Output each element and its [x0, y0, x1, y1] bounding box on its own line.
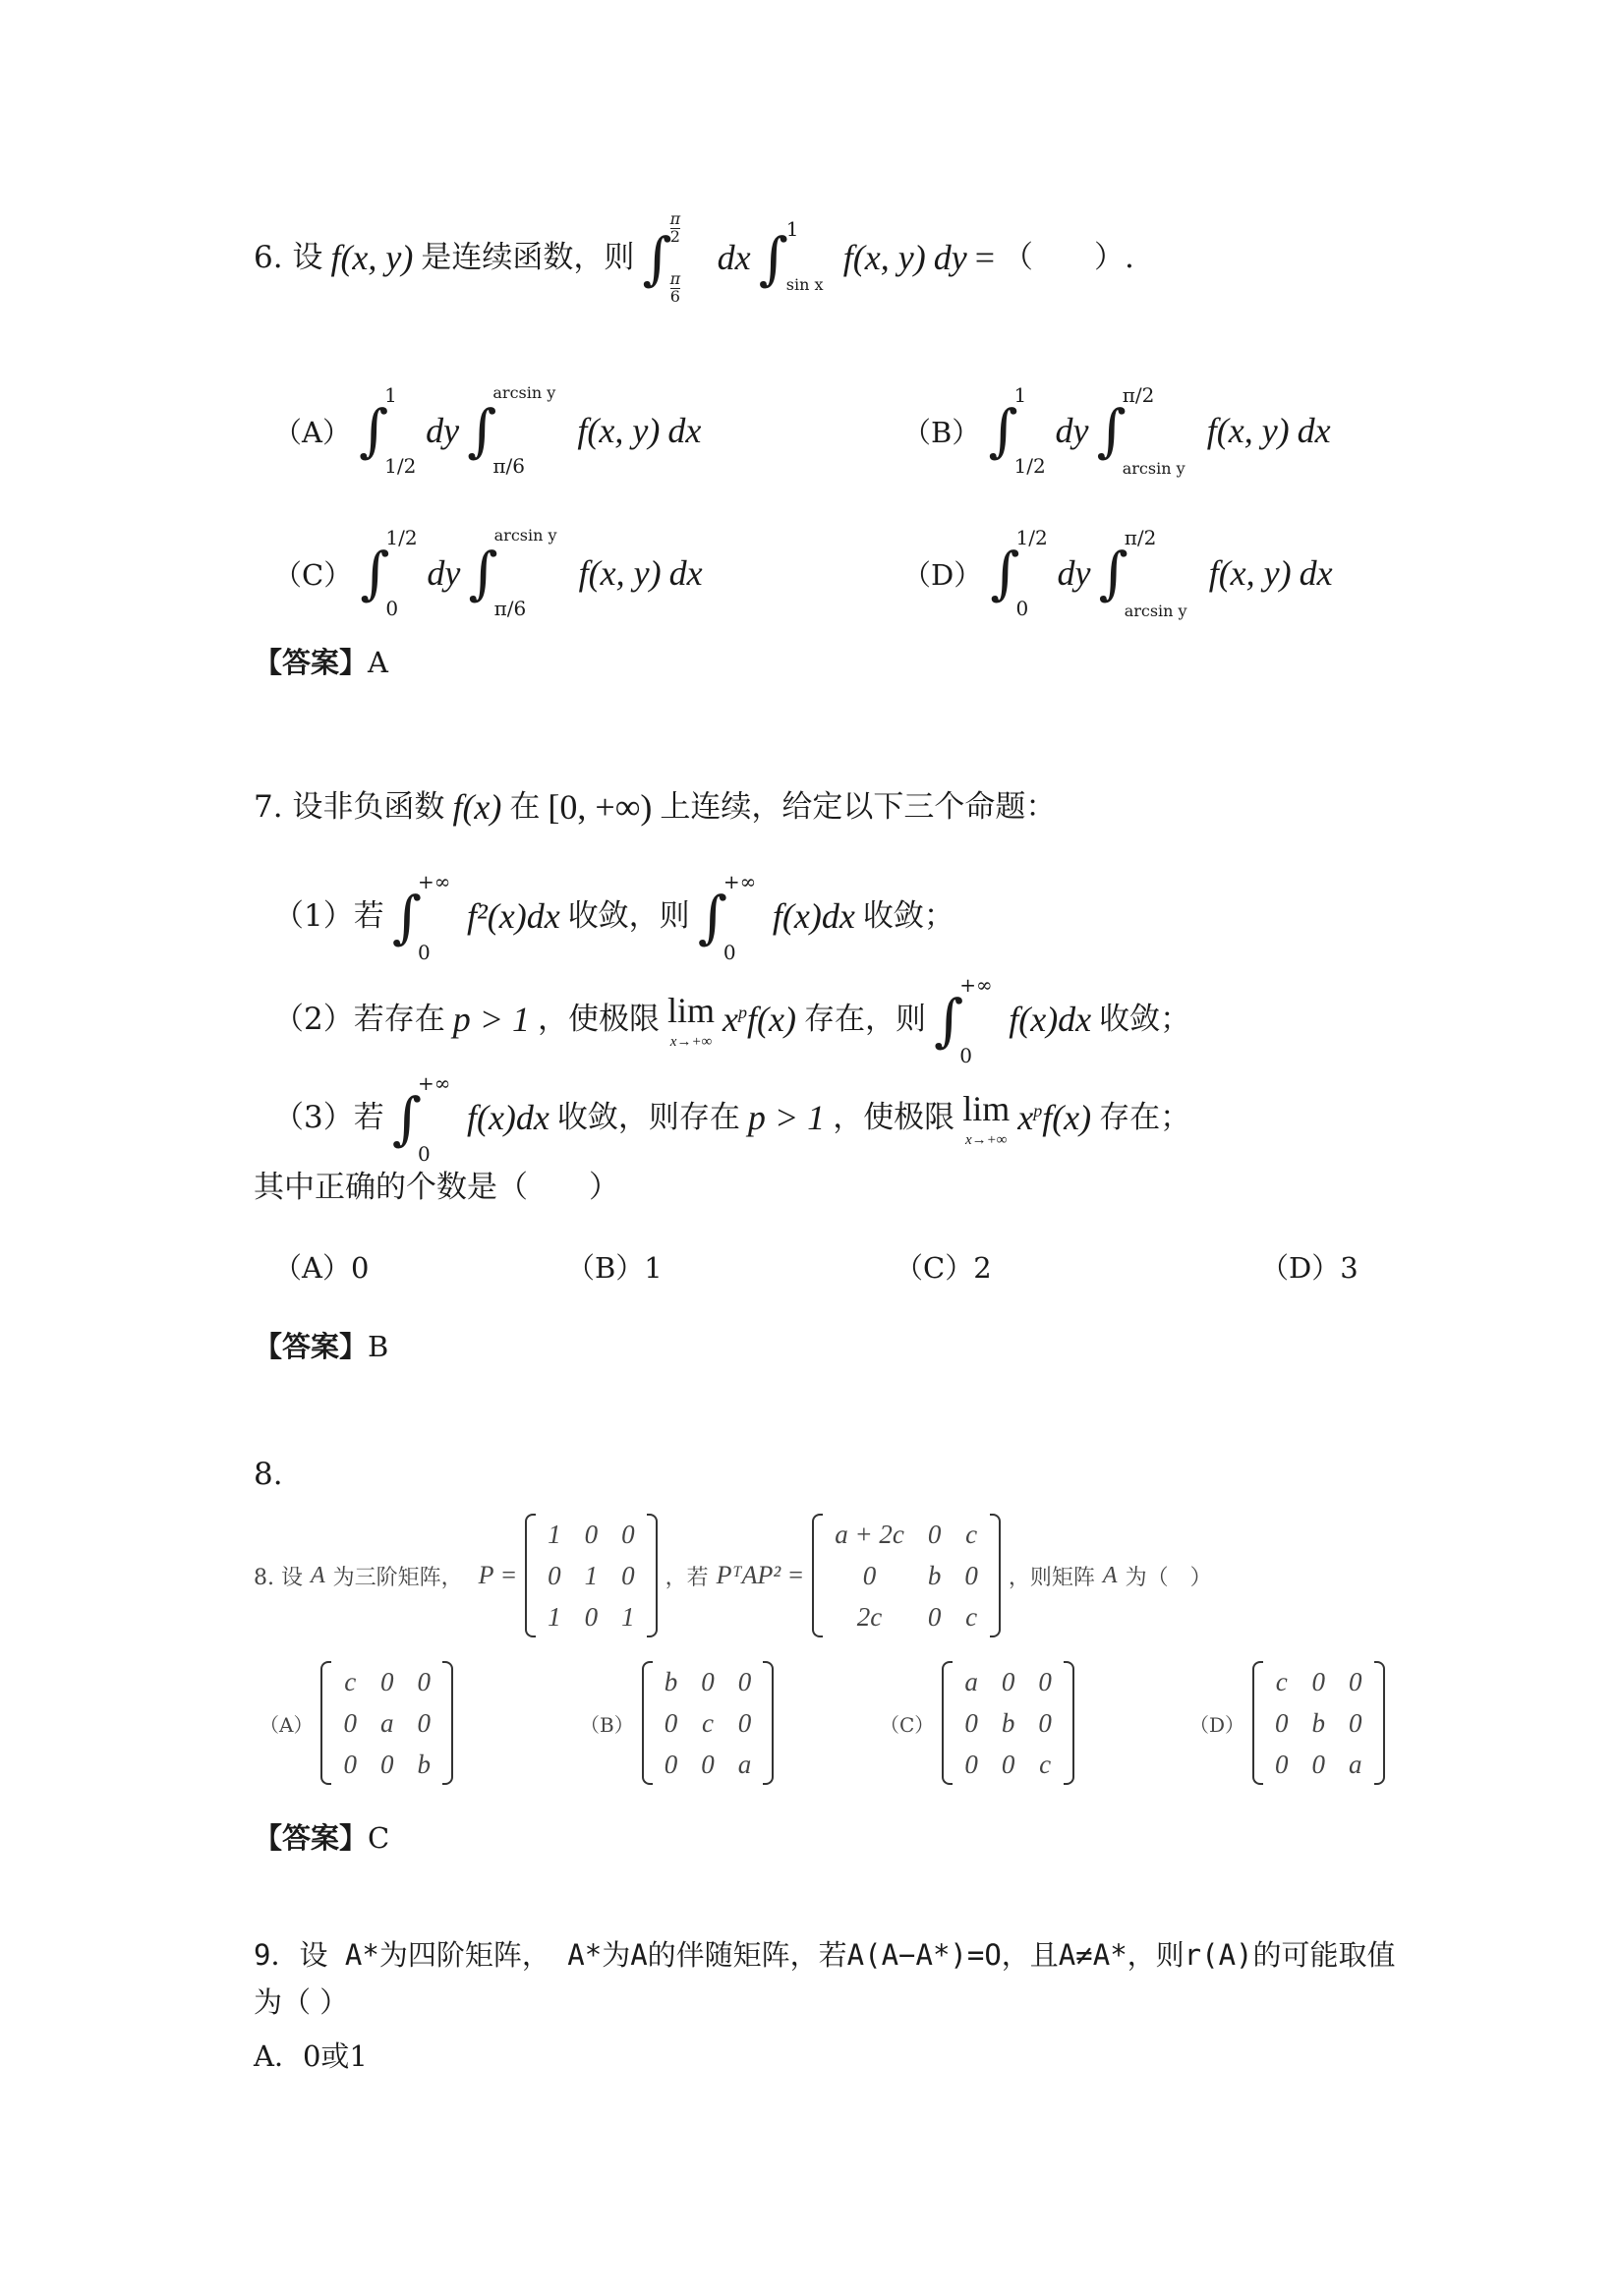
- q8-a-symbol-2: A: [1102, 1562, 1118, 1588]
- q7-item-3-mid: 收敛，则存在: [556, 1100, 740, 1136]
- q8-a-symbol: A: [310, 1562, 325, 1588]
- q7-choice-b: （B）1: [566, 1251, 663, 1285]
- matrix-cell: b: [1001, 1707, 1015, 1738]
- q6-option-b: [902, 383, 1331, 478]
- matrix-cell: 0: [1275, 1707, 1289, 1738]
- matrix-cell: 0: [621, 1519, 635, 1549]
- matrix-cell: 0: [1001, 1666, 1015, 1696]
- q6-option-c-label: （C）: [273, 557, 353, 592]
- q8-option-d-label: （D）: [1189, 1712, 1245, 1737]
- q8-option-a-matrix: [320, 1661, 453, 1785]
- q7-item-3-cond: p > 1: [747, 1098, 826, 1138]
- integral-icon: ∫: [1096, 397, 1127, 464]
- matrix-cell: c: [1039, 1749, 1052, 1779]
- matrix-bracket: [990, 1514, 1001, 1637]
- matrix-bracket: [320, 1661, 331, 1785]
- q7-answer-value: B: [368, 1330, 389, 1363]
- q8-p-label: P =: [478, 1561, 518, 1589]
- q6-option-a-outer-limits: [384, 383, 416, 478]
- q7-item-2-mid2: 存在，则: [804, 1002, 926, 1038]
- q8-option-c: [880, 1661, 1074, 1785]
- q6-option-c-dx: dx: [668, 553, 703, 593]
- q7-item-1-end: 收敛；: [862, 898, 954, 935]
- matrix-cell: c: [965, 1519, 978, 1549]
- q8-number: 8.: [254, 1457, 283, 1492]
- q6-option-a: [273, 383, 701, 478]
- matrix-cell: 0: [343, 1707, 357, 1738]
- matrix-cell: a + 2c: [835, 1519, 904, 1549]
- matrix-cell: 0: [862, 1560, 877, 1590]
- q8-stem-d: 为（ ）: [1125, 1565, 1212, 1590]
- q6-option-b-dx: dx: [1297, 411, 1331, 450]
- q6-blank: （ ）.: [1003, 240, 1134, 276]
- q6-option-d-inner-hi: π/2: [1124, 526, 1157, 549]
- matrix-cell: a: [1349, 1749, 1362, 1779]
- q6-inner-upper: 1: [785, 217, 799, 241]
- q7-stem-tail: 上连续，给定以下三个命题：: [660, 789, 1057, 825]
- matrix-cell: 0: [1275, 1749, 1289, 1779]
- q7-item-1-limits-b: +∞ 0: [723, 870, 757, 964]
- q7-choice-a: （A）0: [273, 1251, 370, 1285]
- matrix-cell: 0: [964, 1560, 978, 1590]
- q6-function: f(x, y): [330, 238, 414, 278]
- matrix-cell: 0: [417, 1666, 431, 1696]
- q7-item-2-label: （2）若存在: [273, 1002, 445, 1038]
- matrix-bracket: [942, 1661, 953, 1785]
- matrix-cell: 0: [1311, 1749, 1326, 1779]
- q7-item-1-limits-a: +∞ 0: [417, 870, 451, 964]
- matrix-cell: 0: [343, 1749, 357, 1779]
- q6-option-b-inner-limits: [1123, 383, 1197, 478]
- q6-integrand: f(x, y): [842, 238, 926, 278]
- q6-dx: dx: [717, 238, 751, 278]
- matrix-cell: 0: [964, 1749, 978, 1779]
- q8-option-a: [260, 1661, 453, 1785]
- q8-answer-value: C: [368, 1821, 390, 1855]
- integral-icon: ∫: [467, 397, 497, 464]
- matrix-cell: b: [1311, 1707, 1326, 1738]
- q8-option-c-matrix: [942, 1661, 1074, 1785]
- q7-item-3: [273, 1071, 1190, 1166]
- q6-option-c: [273, 526, 703, 620]
- matrix-bracket: [442, 1661, 453, 1785]
- q6-inner-integral: ∫: [758, 225, 788, 292]
- q6-outer-integral: ∫: [642, 225, 672, 292]
- q9-option-a: A．0或1: [254, 2039, 368, 2073]
- q6-option-a-inner-limits: [492, 383, 567, 478]
- q6-option-d-label: （D）: [902, 557, 983, 592]
- q6-outer-lower-den: 6: [669, 287, 680, 307]
- q6-inner-limits: [786, 211, 834, 306]
- matrix-cell: 0: [701, 1666, 715, 1696]
- q7-item-2-limits: +∞ 0: [959, 973, 993, 1067]
- q6-option-b-outer-hi: 1: [1013, 383, 1027, 407]
- q6-option-c-func: f(x, y): [578, 553, 662, 593]
- q8-answer-label: 【答案】: [254, 1821, 369, 1855]
- q6-option-a-func: f(x, y): [577, 411, 661, 450]
- q6-option-b-outer-lo: 1/2: [1013, 454, 1046, 478]
- matrix-cell: 0: [664, 1749, 678, 1779]
- q6-option-a-outer-lo: 1/2: [384, 454, 417, 478]
- q6-option-a-dx: dx: [667, 411, 702, 450]
- q6-outer-limits: [670, 211, 708, 306]
- q6-option-b-dy: dy: [1055, 411, 1089, 450]
- q8-option-b-matrix: [642, 1661, 775, 1785]
- matrix-cell: 1: [548, 1601, 561, 1632]
- integral-icon: ∫: [391, 1085, 422, 1152]
- q6-option-a-inner-lo: π/6: [492, 454, 525, 478]
- q6-option-d-inner-lo: arcsin y: [1124, 602, 1187, 620]
- q7-item-3-mid2: ，使极限: [833, 1100, 955, 1136]
- q6-option-b-inner-lo: arcsin y: [1122, 459, 1185, 478]
- matrix-cell: 0: [621, 1560, 635, 1590]
- q8-matrix-m: [812, 1514, 1001, 1637]
- q6-option-b-outer-limits: [1014, 383, 1046, 478]
- matrix-cell: 0: [379, 1666, 394, 1696]
- q6-option-c-outer-lo: 0: [385, 597, 399, 620]
- q6-option-d-dy: dy: [1057, 553, 1091, 593]
- q6-option-d-inner-limits: [1125, 526, 1199, 620]
- matrix-bracket: [642, 1661, 653, 1785]
- q8-stem-c: ，则矩阵: [1008, 1565, 1095, 1590]
- matrix-cell: a: [379, 1707, 394, 1738]
- matrix-cell: 0: [1349, 1707, 1362, 1738]
- q6-answer-value: A: [368, 646, 388, 679]
- matrix-bracket: [647, 1514, 658, 1637]
- matrix-cell: 0: [584, 1601, 599, 1632]
- q8-option-c-label: （C）: [880, 1712, 935, 1737]
- q7-item-3-limits: +∞ 0: [417, 1071, 451, 1166]
- q6-inner-lower: sin x: [785, 274, 824, 294]
- q7-item-2-end: 收敛；: [1099, 1002, 1191, 1038]
- q6-option-d: [902, 526, 1333, 620]
- q7-function: f(x): [452, 787, 502, 827]
- matrix-cell: 0: [737, 1707, 752, 1738]
- q7-item-2-mid: ，使极限: [538, 1002, 661, 1038]
- matrix-bracket: [1374, 1661, 1385, 1785]
- matrix-cell: 0: [1038, 1666, 1052, 1696]
- q6-option-b-inner-hi: π/2: [1122, 383, 1155, 407]
- q7-question: 其中正确的个数是（ ）: [254, 1170, 619, 1205]
- matrix-cell: b: [664, 1666, 678, 1696]
- q7-choice-d: （D）3: [1260, 1251, 1359, 1285]
- matrix-cell: 0: [548, 1560, 561, 1590]
- q7-item-1-mid: 收敛，则: [567, 898, 690, 935]
- q8-option-b-label: （B）: [580, 1712, 634, 1737]
- q8-stem-b: 为三阶矩阵，: [332, 1565, 463, 1590]
- q6-answer: [254, 641, 388, 681]
- q6-option-d-func: f(x, y): [1208, 553, 1292, 593]
- integral-icon: ∫: [1098, 540, 1128, 606]
- matrix-cell: 0: [1311, 1666, 1326, 1696]
- q6-stem: [254, 211, 1134, 306]
- integral-icon: ∫: [468, 540, 498, 606]
- q8-ptap: PᵀAP² =: [716, 1561, 805, 1589]
- q7-answer: [254, 1325, 388, 1365]
- q7-stem: [254, 786, 1056, 829]
- q8-matrix-p: [525, 1514, 658, 1637]
- integral-icon: ∫: [990, 540, 1020, 606]
- q6-option-c-inner-limits: [494, 526, 569, 620]
- q6-option-d-dx: dx: [1299, 553, 1333, 593]
- q7-answer-label: 【答案】: [254, 1330, 369, 1363]
- matrix-cell: a: [964, 1666, 978, 1696]
- q7-item-2-cond: p > 1: [452, 1000, 531, 1040]
- q7-choice-c: （C）2: [895, 1251, 992, 1285]
- q6-option-c-dy: dy: [427, 553, 461, 593]
- q6-option-b-func: f(x, y): [1206, 411, 1290, 450]
- matrix-cell: a: [737, 1749, 752, 1779]
- q7-item-3-expr: $x^pf(x)$: [1017, 1098, 1092, 1138]
- q6-option-c-outer-hi: 1/2: [385, 526, 418, 549]
- q6-option-c-inner-hi: arcsin y: [493, 526, 557, 545]
- integral-icon: ∫: [360, 540, 390, 606]
- matrix-bracket: [763, 1661, 774, 1785]
- q6-stem-mid: 是连续函数，则: [421, 240, 635, 276]
- q8-option-b: [580, 1661, 774, 1785]
- q6-option-c-inner-lo: π/6: [493, 597, 527, 620]
- q6-option-a-inner-hi: arcsin y: [492, 383, 556, 402]
- q6-option-d-outer-hi: 1/2: [1015, 526, 1048, 549]
- q7-item-1-integrand-b: f(x)dx: [772, 896, 855, 937]
- q8-stem: [254, 1514, 1212, 1637]
- q6-outer-upper-num: π: [669, 209, 681, 228]
- q7-item-3-lim: lim x→+∞: [962, 1089, 1011, 1148]
- q8-answer: [254, 1816, 389, 1857]
- q8-if: ，若: [665, 1565, 709, 1590]
- q8-option-a-label: （A）: [260, 1712, 314, 1737]
- q6-option-a-label: （A）: [273, 415, 351, 449]
- q6-stem-prefix: 6. 设: [254, 240, 323, 276]
- matrix-cell: 1: [621, 1601, 635, 1632]
- q7-item-2: [273, 973, 1190, 1067]
- q9-line-2: 为（ ）: [254, 1985, 349, 2019]
- q7-stem-text: 7. 设非负函数: [254, 789, 445, 825]
- q8-option-d: [1189, 1661, 1385, 1785]
- matrix-bracket: [1252, 1661, 1263, 1785]
- q8-stem-a: 8. 设: [254, 1565, 303, 1590]
- matrix-cell: 0: [1349, 1666, 1362, 1696]
- q7-item-1: [273, 870, 954, 964]
- q6-outer-lower-num: π: [669, 269, 681, 289]
- matrix-cell: c: [344, 1666, 357, 1696]
- q6-option-d-outer-limits: [1015, 526, 1047, 620]
- q9-line-1: 9．设 A*为四阶矩阵， A*为A的伴随矩阵，若A(A−A*)=O，且A≠A*，则r(A)的可能取值: [254, 1938, 1396, 1972]
- q6-option-c-outer-limits: [385, 526, 417, 620]
- q7-item-3-label: （3）若: [273, 1100, 384, 1136]
- matrix-cell: c: [965, 1601, 978, 1632]
- q7-item-2-expr: $x^pf(x)$: [723, 1000, 796, 1040]
- matrix-cell: 0: [701, 1749, 715, 1779]
- q7-item-3-integrand: f(x)dx: [466, 1098, 549, 1138]
- integral-icon: ∫: [391, 884, 422, 950]
- matrix-cell: c: [701, 1707, 714, 1738]
- integral-icon: ∫: [934, 987, 964, 1054]
- q8-option-d-matrix: [1252, 1661, 1385, 1785]
- q7-item-3-end: 存在；: [1099, 1100, 1191, 1136]
- q7-item-1-integrand-a: f²(x)dx: [466, 896, 560, 937]
- q6-dy: dy: [933, 238, 967, 278]
- matrix-bracket: [525, 1514, 536, 1637]
- q6-option-a-outer-hi: 1: [384, 383, 397, 407]
- matrix-cell: c: [1275, 1666, 1288, 1696]
- q6-option-d-outer-lo: 0: [1015, 597, 1029, 620]
- q7-interval: [0, +∞): [548, 787, 653, 827]
- matrix-cell: 0: [927, 1601, 942, 1632]
- q6-equals: =: [974, 238, 996, 278]
- matrix-cell: 0: [664, 1707, 678, 1738]
- integral-icon: ∫: [358, 397, 389, 464]
- matrix-cell: 1: [548, 1519, 561, 1549]
- matrix-bracket: [812, 1514, 823, 1637]
- q6-option-a-dy: dy: [426, 411, 460, 450]
- matrix-cell: 2c: [856, 1601, 883, 1632]
- matrix-cell: 0: [417, 1707, 431, 1738]
- integral-icon: ∫: [697, 884, 727, 950]
- matrix-cell: b: [927, 1560, 942, 1590]
- q6-answer-label: 【答案】: [254, 646, 369, 679]
- q6-outer-upper-den: 2: [669, 226, 680, 246]
- matrix-bracket: [1064, 1661, 1074, 1785]
- matrix-cell: 0: [964, 1707, 978, 1738]
- q7-stem-in: 在: [509, 789, 541, 825]
- matrix-cell: 0: [1038, 1707, 1052, 1738]
- matrix-cell: 0: [1001, 1749, 1015, 1779]
- matrix-cell: 0: [927, 1519, 942, 1549]
- matrix-cell: 0: [584, 1519, 599, 1549]
- integral-icon: ∫: [988, 397, 1018, 464]
- matrix-cell: 1: [584, 1560, 599, 1590]
- matrix-cell: 0: [737, 1666, 752, 1696]
- q6-option-b-label: （B）: [902, 415, 981, 449]
- q7-item-2-integrand: f(x)dx: [1009, 1000, 1092, 1040]
- q7-item-2-lim: lim x→+∞: [667, 991, 716, 1050]
- q7-item-1-label: （1）若: [273, 898, 384, 935]
- matrix-cell: b: [417, 1749, 431, 1779]
- matrix-cell: 0: [379, 1749, 394, 1779]
